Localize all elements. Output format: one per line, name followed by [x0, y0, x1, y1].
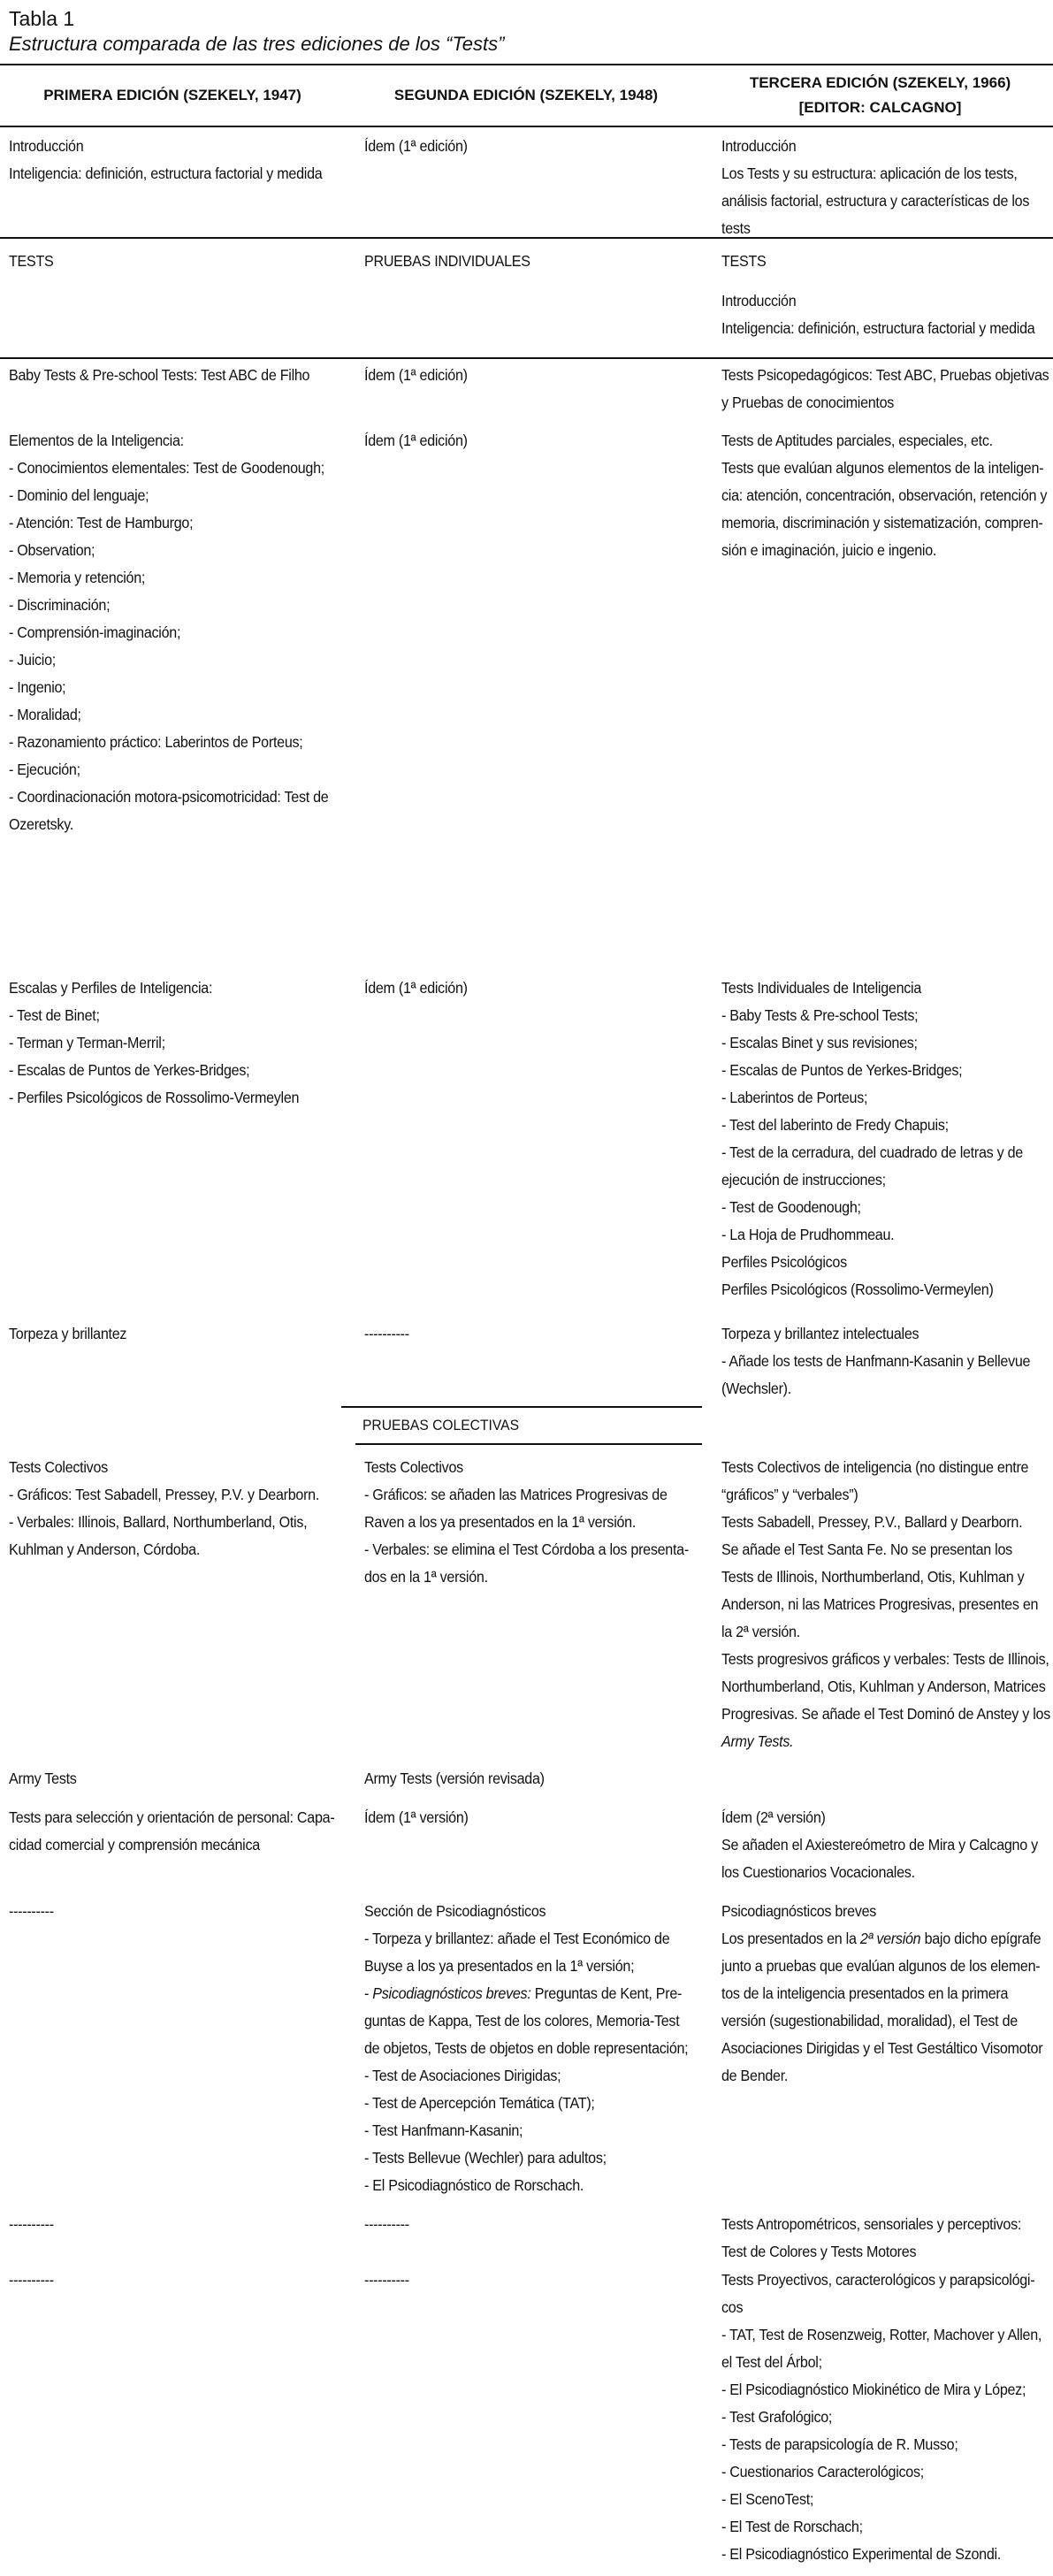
cell-line: Tests que evalúan algunos elementos de la inteligen-: [721, 459, 1044, 477]
table-caption: [9, 5, 1043, 57]
cell-line: - Memoria y retención;: [9, 569, 146, 586]
cell-line: Ídem (1ª edición): [364, 137, 468, 155]
cell-second-edition: [355, 133, 713, 237]
cell-first-edition: [0, 1898, 355, 2209]
cell-line: - Ingenio;: [9, 678, 66, 696]
header-third-edition: TERCERA EDICIÓN (SZEKELY, 1966) [EDITOR: CALCAGNO]: [749, 74, 1011, 116]
table-row: [0, 133, 1053, 239]
cell-line: Introducción: [9, 137, 84, 155]
cell-line: - Tests Bellevue (Wechler) para adultos;: [364, 2149, 607, 2167]
cell-line: Tests Colectivos: [364, 1458, 463, 1476]
cell-line: Se añaden el Axiestereómetro de Mira y Calcagno y: [721, 1836, 1038, 1854]
cell-line: TESTS: [9, 252, 54, 270]
cell-line: Escalas y Perfiles de Inteligencia:: [9, 979, 213, 997]
cell-line: Tests Colectivos: [9, 1458, 108, 1476]
cell-line: Buyse a los ya presentados en la 1ª versión;: [364, 1957, 635, 1975]
cell-line: Ídem (1ª edición): [364, 366, 468, 384]
cell-line: la 2ª versión.: [721, 1623, 800, 1640]
cell-line: TESTS: [721, 252, 767, 270]
cell-line: Asociaciones Dirigidas y el Test Gestáltico Visomotor: [721, 2039, 1043, 2057]
cell-line: Ozeretsky.: [9, 815, 73, 833]
cell-line: Se añade el Test Santa Fe. No se presentan los: [721, 1540, 1012, 1558]
cell-second-edition: [355, 362, 713, 425]
table-row: [0, 975, 1053, 1319]
cell-second-edition: [355, 2266, 713, 2576]
cell-first-edition: [0, 1320, 355, 1405]
header-first-edition: PRIMERA EDICIÓN (SZEKELY, 1947): [43, 87, 301, 103]
cell-second-edition: [355, 1804, 713, 1901]
cell-line: ----------: [9, 2215, 54, 2233]
cell-line: - TAT, Test de Rosenzweig, Rotter, Machover y Allen,: [721, 2326, 1042, 2343]
cell-line: memoria, discriminación y sistematización, compren-: [721, 514, 1043, 531]
cell-line: los Cuestionarios Vocacionales.: [721, 1863, 915, 1881]
header-second-edition: SEGUNDA EDICIÓN (SZEKELY, 1948): [393, 87, 659, 103]
table-header-row: [0, 65, 1053, 127]
cell-line: cidad comercial y comprensión mecánica: [9, 1836, 260, 1854]
cell-third-edition: [713, 2211, 1053, 2266]
cell-line: Raven a los ya presentados en la 1ª versión.: [364, 1513, 637, 1531]
cell-third-edition: [713, 1804, 1053, 1901]
cell-line: - La Hoja de Prudhommeau.: [721, 1226, 895, 1243]
table-row: [0, 1454, 1053, 1765]
cell-line: - Test del laberinto de Fredy Chapuis;: [721, 1116, 949, 1134]
cell-second-edition: [355, 975, 713, 1319]
cell-first-edition: [0, 427, 355, 975]
cell-line: - Añade los tests de Hanfmann-Kasanin y Bellevue: [721, 1352, 1031, 1370]
cell-line: tos de la inteligencia presentados en la primera: [721, 1984, 1009, 2002]
table-number: Tabla 1: [9, 7, 75, 30]
cell-line: - Baby Tests & Pre-school Tests;: [721, 1006, 919, 1024]
cell-line: Perfiles Psicológicos (Rossolimo-Vermeylen): [721, 1280, 994, 1298]
cell-line: Inteligencia: definición, estructura factorial y medida: [721, 319, 1035, 337]
cell-first-edition: [0, 1454, 355, 1765]
cell-line: ----------: [364, 1325, 409, 1342]
cell-line: - Escalas de Puntos de Yerkes-Bridges;: [721, 1061, 963, 1079]
cell-line: Tests de Aptitudes parciales, especiales, etc.: [721, 432, 993, 449]
cell-line: Introducción: [721, 292, 797, 310]
cell-third-edition: [713, 1765, 1053, 1800]
cell-second-edition: [355, 2211, 713, 2266]
cell-line: guntas de Kappa, Test de los colores, Memoria-Test: [364, 2012, 680, 2029]
cell-line: (Wechsler).: [721, 1380, 791, 1397]
cell-third-edition: [713, 1898, 1053, 2209]
cell-line: Progresivas. Se añade el Test Dominó de Anstey y los: [721, 1705, 1050, 1723]
cell-line: - Dominio del lenguaje;: [9, 486, 149, 504]
table-row: [0, 1898, 1053, 2209]
cell-line: - El ScenoTest;: [721, 2490, 814, 2508]
cell-line: - Conocimientos elementales: Test de Goodenough;: [9, 459, 324, 477]
cell-line: - Gráficos: Test Sabadell, Pressey, P.V. y Dearborn.: [9, 1486, 320, 1503]
cell-line: Tests Antropométricos, sensoriales y perceptivos:: [721, 2215, 1022, 2233]
cell-line: Elementos de la Inteligencia:: [9, 432, 184, 449]
cell-first-edition: [0, 1804, 355, 1901]
cell-third-edition: [713, 427, 1053, 975]
cell-line: - Test de Asociaciones Dirigidas;: [364, 2067, 561, 2084]
cell-line: Ídem (1ª edición): [364, 432, 468, 449]
cell-line: Tests Colectivos de inteligencia (no distingue entre: [721, 1458, 1029, 1476]
table-row: [0, 1320, 1053, 1405]
cell-third-edition: [713, 2266, 1053, 2576]
cell-second-edition: [355, 1320, 713, 1405]
cell-line: y Pruebas de conocimientos: [721, 394, 895, 411]
cell-line: Los presentados en la 2ª versión bajo dicho epígrafe: [721, 1930, 1042, 1947]
cell-line: Perfiles Psicológicos: [721, 1253, 847, 1271]
cell-line: - Torpeza y brillantez: añade el Test Económico de: [364, 1930, 670, 1947]
cell-line: análisis factorial, estructura y características de los: [721, 192, 1030, 210]
cell-line: - Test Grafológico;: [721, 2408, 833, 2426]
cell-line: Baby Tests & Pre-school Tests: Test ABC de Filho: [9, 366, 310, 384]
section-rule: [341, 1406, 702, 1408]
cell-line: Ídem (1ª versión): [364, 1808, 469, 1826]
cell-third-edition: [713, 362, 1053, 425]
cell-line: Torpeza y brillantez: [9, 1325, 127, 1342]
cell-line: - Tests de parapsicología de R. Musso;: [721, 2435, 958, 2453]
cell-line: cos: [721, 2298, 744, 2316]
cell-line: - El Psicodiagnóstico Miokinético de Mira y López;: [721, 2381, 1026, 2398]
cell-third-edition: [713, 975, 1053, 1319]
cell-line: Tests de Illinois, Northumberland, Otis, Kuhlman y: [721, 1568, 1025, 1586]
cell-first-edition: [0, 133, 355, 237]
cell-line: ----------: [9, 2271, 54, 2289]
cell-line: ----------: [364, 2215, 409, 2233]
cell-line: Anderson, ni las Matrices Progresivas, presentes en: [721, 1595, 1039, 1613]
cell-line: Torpeza y brillantez intelectuales: [721, 1325, 919, 1342]
cell-line: Sección de Psicodiagnósticos: [364, 1902, 546, 1920]
section-header-collective: [0, 1406, 1053, 1445]
cell-line: PRUEBAS INDIVIDUALES: [364, 252, 530, 270]
table-row: [0, 362, 1053, 425]
cell-line: Army Tests (versión revisada): [364, 1770, 545, 1787]
cell-line: el Test del Árbol;: [721, 2353, 822, 2371]
cell-line: de objetos, Tests de objetos en doble representación;: [364, 2039, 689, 2057]
cell-line: - Escalas de Puntos de Yerkes-Bridges;: [9, 1061, 250, 1079]
cell-line: - Gráficos: se añaden las Matrices Progresivas de: [364, 1486, 668, 1503]
cell-line: - Verbales: se elimina el Test Córdoba a los presenta-: [364, 1540, 689, 1558]
cell-line: Tests Individuales de Inteligencia: [721, 979, 922, 997]
cell-line: Tests Sabadell, Pressey, P.V., Ballard y Dearborn.: [721, 1513, 1023, 1531]
cell-third-edition: [713, 248, 1053, 357]
comparison-table: [0, 64, 1053, 2563]
cell-line: - Cuestionarios Caracterológicos;: [721, 2463, 924, 2480]
cell-line: - Test de la cerradura, del cuadrado de letras y de: [721, 1143, 1023, 1161]
cell-third-edition: [713, 1454, 1053, 1765]
table-row: [0, 248, 1053, 359]
cell-line: Ídem (2ª versión): [721, 1808, 826, 1826]
cell-line: cia: atención, concentración, observación, retención y: [721, 486, 1048, 504]
cell-line: de Bender.: [721, 2067, 789, 2084]
cell-line: - Moralidad;: [9, 706, 81, 723]
cell-line: Army Tests: [9, 1770, 77, 1787]
cell-line: - Psicodiagnósticos breves: Preguntas de Kent, Pre-: [364, 1984, 683, 2002]
cell-second-edition: [355, 1898, 713, 2209]
cell-third-edition: [713, 1320, 1053, 1405]
cell-line: - Coordinacionación motora-psicomotricidad: Test de: [9, 788, 329, 806]
cell-line: - Escalas Binet y sus revisiones;: [721, 1034, 918, 1051]
cell-line: - Discriminación;: [9, 596, 111, 614]
cell-second-edition: [355, 1765, 713, 1800]
table-row: [0, 427, 1053, 975]
cell-line: - Juicio;: [9, 651, 56, 669]
cell-line: - Verbales: Illinois, Ballard, Northumberland, Otis,: [9, 1513, 308, 1531]
table-title: Estructura comparada de las tres ediciones de los “Tests”: [9, 33, 505, 55]
cell-first-edition: [0, 975, 355, 1319]
cell-line: Test de Colores y Tests Motores: [721, 2243, 917, 2260]
cell-line: dos en la 1ª versión.: [364, 1568, 488, 1586]
cell-line: ----------: [9, 1902, 54, 1920]
cell-line: ----------: [364, 2271, 409, 2289]
cell-second-edition: [355, 1454, 713, 1765]
cell-line: Introducción: [721, 137, 797, 155]
cell-line: Tests Psicopedagógicos: Test ABC, Pruebas objetivas: [721, 366, 1049, 384]
cell-line: Tests progresivos gráficos y verbales: Tests de Illinois,: [721, 1650, 1049, 1668]
cell-line: Army Tests.: [721, 1732, 794, 1750]
cell-line: - El Psicodiagnóstico Experimental de Szondi.: [721, 2545, 1002, 2563]
cell-line: junto a pruebas que evalúan algunos de los elemen-: [721, 1957, 1041, 1975]
cell-line: “gráficos” y “verbales”): [721, 1486, 858, 1503]
cell-line: - Test Hanfmann-Kasanin;: [364, 2121, 523, 2139]
cell-line: - Laberintos de Porteus;: [721, 1089, 868, 1106]
cell-line: Los Tests y su estructura: aplicación de los tests,: [721, 164, 1018, 182]
table-row: [0, 2266, 1053, 2576]
cell-line: tests: [721, 219, 751, 237]
cell-line: - Test de Binet;: [9, 1006, 100, 1024]
cell-line: - Test de Apercepción Temática (TAT);: [364, 2094, 595, 2112]
cell-line: Northumberland, Otis, Kuhlman y Anderson, Matrices: [721, 1678, 1046, 1695]
cell-first-edition: [0, 2211, 355, 2266]
cell-line: Tests Proyectivos, caracterológicos y parapsicológi-: [721, 2271, 1035, 2289]
cell-line: - Observation;: [9, 541, 95, 559]
cell-line: Psicodiagnósticos breves: [721, 1902, 877, 1920]
cell-line: - Razonamiento práctico: Laberintos de Porteus;: [9, 733, 303, 751]
cell-line: ejecución de instrucciones;: [721, 1171, 886, 1189]
cell-first-edition: [0, 248, 355, 357]
cell-line: - Atención: Test de Hamburgo;: [9, 514, 194, 531]
section-label: PRUEBAS COLECTIVAS: [355, 1406, 702, 1445]
cell-line: - Terman y Terman-Merril;: [9, 1034, 165, 1051]
cell-third-edition: [713, 133, 1053, 237]
cell-line: - El Test de Rorschach;: [721, 2518, 863, 2535]
cell-line: Tests para selección y orientación de personal: Capa-: [9, 1808, 335, 1826]
cell-line: - El Psicodiagnóstico de Rorschach.: [364, 2176, 584, 2194]
table-row: [0, 1765, 1053, 1800]
cell-line: Inteligencia: definición, estructura factorial y medida: [9, 164, 323, 182]
cell-line: [721, 1765, 1021, 1792]
cell-first-edition: [0, 1765, 355, 1800]
cell-first-edition: [0, 2266, 355, 2576]
cell-line: - Ejecución;: [9, 761, 80, 778]
cell-line: - Comprensión-imaginación;: [9, 623, 181, 641]
cell-line: versión (sugestionabilidad, moralidad), el Test de: [721, 2012, 1018, 2029]
cell-line: - Test de Goodenough;: [721, 1198, 861, 1216]
cell-line: Kuhlman y Anderson, Córdoba.: [9, 1540, 201, 1558]
cell-line: sión e imaginación, juicio e ingenio.: [721, 541, 937, 559]
cell-line: - Perfiles Psicológicos de Rossolimo-Vermeylen: [9, 1089, 300, 1106]
cell-first-edition: [0, 362, 355, 425]
cell-line: Ídem (1ª edición): [364, 979, 468, 997]
table-row: [0, 1804, 1053, 1901]
cell-second-edition: [355, 427, 713, 975]
table-row: [0, 2211, 1053, 2266]
cell-second-edition: [355, 248, 713, 357]
